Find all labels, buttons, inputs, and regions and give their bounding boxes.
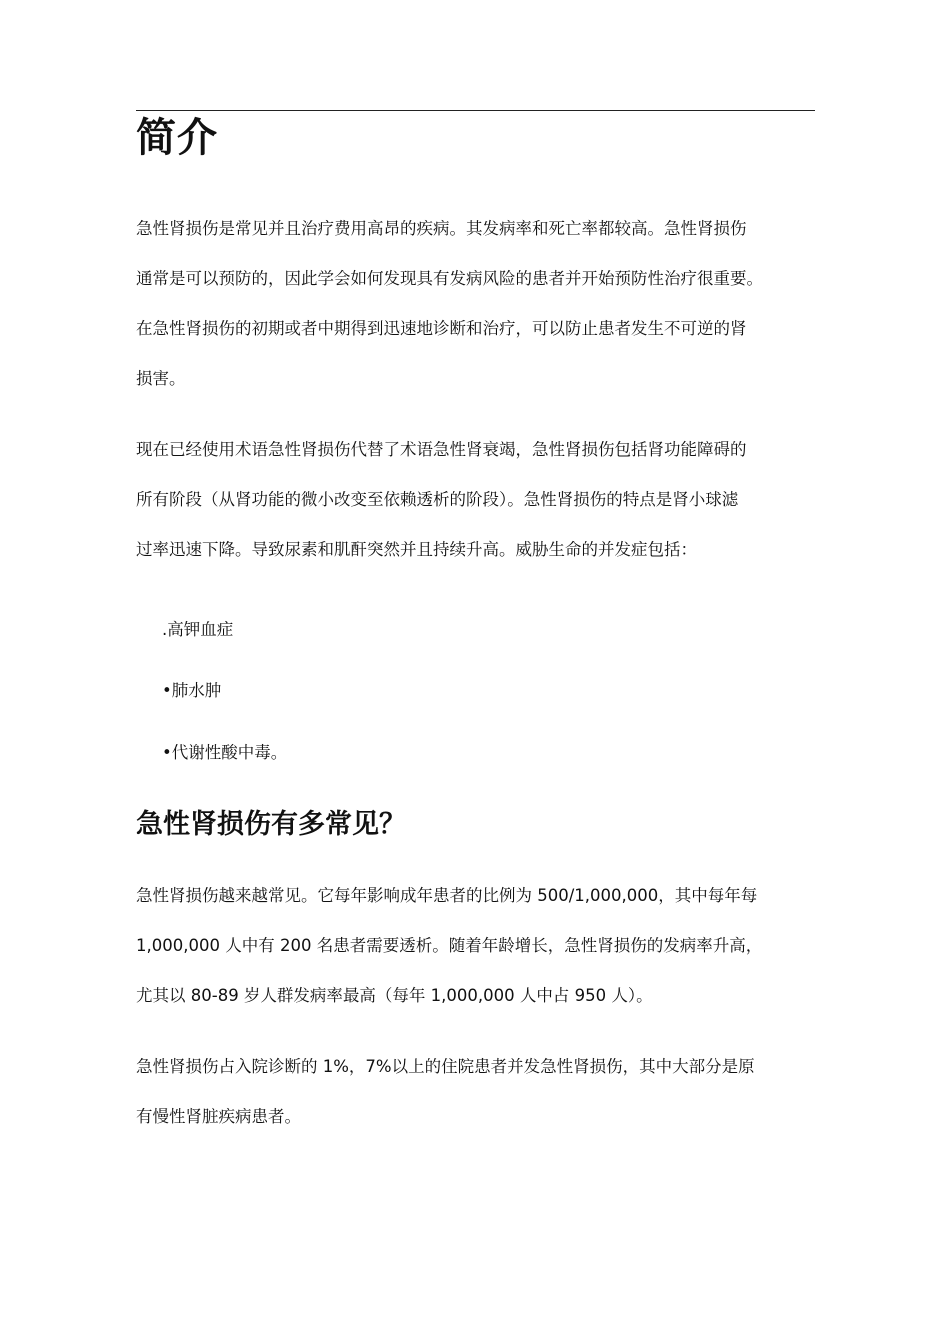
text-line: 过率迅速下降。导致尿素和肌酐突然并且持续升高。威胁生命的并发症包括： — [136, 540, 697, 559]
list-item-complication: •肺水肿 — [162, 681, 222, 700]
text-line: 急性肾损伤越来越常见。它每年影响成年患者的比例为 500/1,000,000，其中每年每 — [136, 886, 758, 905]
text-line: 损害。 — [136, 369, 186, 388]
text-line: 现在已经使用术语急性肾损伤代替了术语急性肾衰竭，急性肾损伤包括肾功能障碍的 — [136, 440, 747, 459]
text-line: 急性肾损伤占入院诊断的 1%，7%以上的住院患者并发急性肾损伤，其中大部分是原 — [136, 1057, 755, 1076]
paragraph-prevalence-1 — [136, 871, 816, 1021]
text-line: 急性肾损伤是常见并且治疗费用高昂的疾病。其发病率和死亡率都较高。急性肾损伤 — [136, 219, 747, 238]
text-line: 在急性肾损伤的初期或者中期得到迅速地诊断和治疗，可以防止患者发生不可逆的肾 — [136, 319, 747, 338]
paragraph-intro-1 — [136, 204, 816, 404]
paragraph-intro-2 — [136, 425, 816, 575]
text-line: 尤其以 80-89 岁人群发病率最高（每年 1,000,000 人中占 950 人）。 — [136, 986, 653, 1005]
text-line: 1,000,000 人中有 200 名患者需要透析。随着年龄增长，急性肾损伤的发病率升高， — [136, 936, 763, 955]
text-line: 所有阶段（从肾功能的微小改变至依赖透析的阶段）。急性肾损伤的特点是肾小球滤 — [136, 490, 739, 509]
text-line: 有慢性肾脏疾病患者。 — [136, 1107, 301, 1126]
text-line: 通常是可以预防的，因此学会如何发现具有发病风险的患者并开始预防性治疗很重要。 — [136, 269, 763, 288]
heading-introduction: 简介 — [136, 115, 218, 161]
paragraph-prevalence-2 — [136, 1042, 816, 1142]
heading-how-common: 急性肾损伤有多常见？ — [136, 809, 406, 840]
list-item-complication: •代谢性酸中毒。 — [162, 743, 288, 762]
top-divider — [136, 110, 815, 111]
list-item-complication: .高钾血症 — [162, 620, 234, 639]
